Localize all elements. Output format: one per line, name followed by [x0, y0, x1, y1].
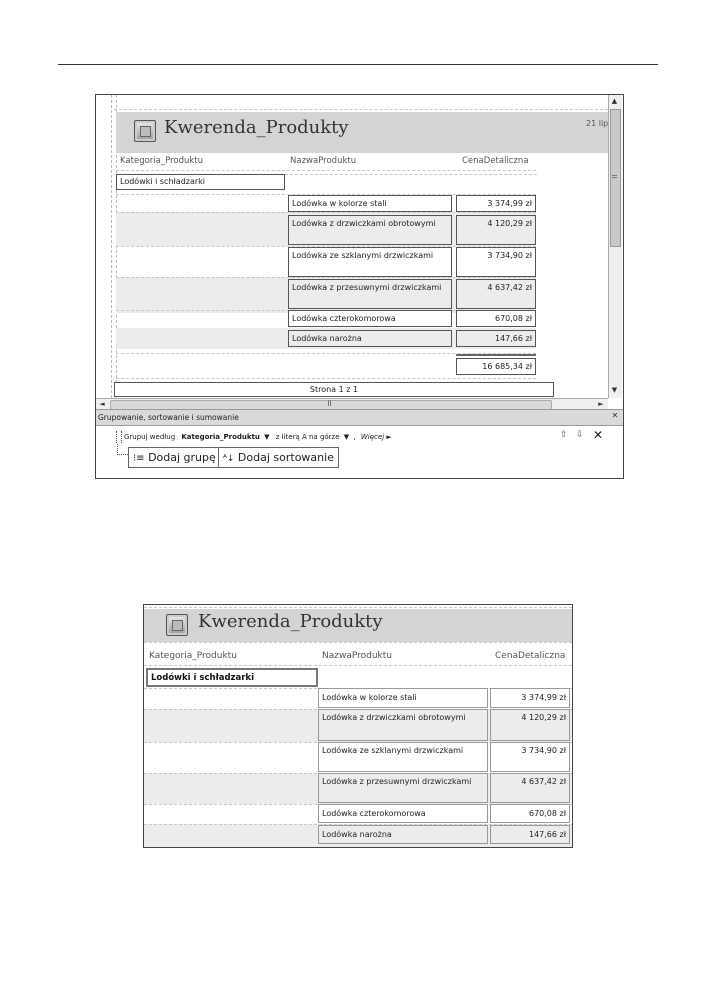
- group-header-kategoria[interactable]: Lodówki i schładzarki: [116, 174, 285, 190]
- tree-connector: [117, 444, 128, 455]
- row-name[interactable]: Lodówka ze szklanymi drzwiczkami: [288, 247, 452, 277]
- row-price[interactable]: 3 734,90 zł: [456, 247, 536, 277]
- row-name: Lodówka w kolorze stali: [318, 688, 488, 708]
- guide-line: [285, 174, 537, 175]
- add-group-label: Dodaj grupę: [148, 451, 216, 464]
- column-header-nazwa[interactable]: NazwaProduktu: [290, 156, 357, 166]
- column-header-cena[interactable]: CenaDetaliczna: [462, 156, 529, 166]
- row-name[interactable]: Lodówka narożna: [288, 330, 452, 347]
- report-title: Kwerenda_Produkty: [198, 611, 383, 632]
- group-field-dropdown[interactable]: Kategoria_Produktu: [181, 433, 260, 441]
- pane-title-text: Grupowanie, sortowanie i sumowanie: [98, 413, 239, 422]
- row-price: 3 374,99 zł: [490, 688, 570, 708]
- chevron-down-icon[interactable]: ▼: [264, 433, 270, 441]
- guide-line: [144, 607, 572, 608]
- column-header-nazwa: NazwaProduktu: [322, 651, 392, 661]
- report-view-window: [143, 604, 573, 848]
- add-group-icon: ⁝≡: [133, 453, 145, 464]
- row-name: Lodówka z drzwiczkami obrotowymi: [318, 709, 488, 741]
- row-price: 3 734,90 zł: [490, 742, 570, 772]
- row-name[interactable]: Lodówka z drzwiczkami obrotowymi: [288, 215, 452, 245]
- add-sort-button[interactable]: [218, 447, 339, 468]
- chevron-down-icon[interactable]: ▼: [343, 433, 350, 441]
- group-level-row[interactable]: Grupuj według Kategoria_Produktu ▼ z literą A na górze ▼ , Więcej ►: [124, 433, 392, 441]
- delete-icon[interactable]: ✕: [593, 428, 604, 442]
- row-name: Lodówka narożna: [318, 825, 488, 844]
- row-price[interactable]: 670,08 zł: [456, 310, 536, 327]
- row-name: Lodówka czterokomorowa: [318, 804, 488, 823]
- total-price[interactable]: 16 685,34 zł: [456, 358, 536, 375]
- guide-line: [116, 170, 536, 171]
- group-header-kategoria: Lodówki i schładzarki: [146, 668, 318, 687]
- grip-icon: [612, 175, 617, 176]
- column-header-kategoria: Kategoria_Produktu: [149, 651, 237, 661]
- layout-view-window: [95, 94, 624, 479]
- close-icon[interactable]: ✕: [611, 411, 619, 420]
- scroll-up-arrow-icon[interactable]: ▲: [611, 97, 618, 105]
- guide-line: [144, 665, 572, 666]
- guide-line: [144, 642, 572, 643]
- sort-order-dropdown[interactable]: z literą A na górze: [275, 433, 340, 441]
- move-down-icon[interactable]: ⇩: [576, 430, 584, 440]
- guide-line: [111, 95, 112, 398]
- row-price[interactable]: 4 637,42 zł: [456, 279, 536, 309]
- row-name: Lodówka ze szklanymi drzwiczkami: [318, 742, 488, 772]
- scroll-right-arrow-icon[interactable]: ►: [598, 400, 604, 408]
- more-options-link[interactable]: Więcej ►: [360, 433, 392, 441]
- drag-handle-icon[interactable]: [116, 431, 122, 443]
- scroll-down-arrow-icon[interactable]: ▼: [611, 386, 618, 394]
- row-name[interactable]: Lodówka czterokomorowa: [288, 310, 452, 327]
- report-title[interactable]: Kwerenda_Produkty: [164, 117, 349, 138]
- row-price[interactable]: 4 120,29 zł: [456, 215, 536, 245]
- column-header-cena: CenaDetaliczna: [495, 651, 566, 661]
- row-price: 4 637,42 zł: [490, 773, 570, 803]
- total-rule: [456, 354, 536, 356]
- group-prefix: Grupuj według: [124, 433, 176, 441]
- row-name: Lodówka z przesuwnymi drzwiczkami: [318, 773, 488, 803]
- row-price: 670,08 zł: [490, 804, 570, 823]
- grip-icon: [328, 400, 329, 406]
- row-price[interactable]: 3 374,99 zł: [456, 195, 536, 212]
- guide-line: [116, 212, 536, 213]
- page-number-footer[interactable]: Strona 1 z 1: [114, 382, 554, 397]
- row-price: 147,66 zł: [490, 825, 570, 844]
- page-top-rule: [58, 64, 658, 65]
- move-up-icon[interactable]: ⇧: [560, 430, 568, 440]
- row-price[interactable]: 147,66 zł: [456, 330, 536, 347]
- report-icon: [134, 120, 156, 142]
- guide-line: [116, 378, 536, 379]
- row-price: 4 120,29 zł: [490, 709, 570, 741]
- report-date[interactable]: 21 lip: [586, 119, 608, 128]
- add-sort-label: Dodaj sortowanie: [237, 451, 334, 464]
- group-sort-pane-title: [96, 409, 623, 426]
- report-icon: [166, 614, 188, 636]
- sort-az-icon: ᴬ↓: [223, 454, 235, 464]
- report-layout-canvas: [96, 95, 608, 398]
- row-name[interactable]: Lodówka w kolorze stali: [288, 195, 452, 212]
- scroll-left-arrow-icon[interactable]: ◄: [99, 400, 105, 408]
- add-group-button[interactable]: [128, 447, 221, 468]
- column-header-kategoria[interactable]: Kategoria_Produktu: [120, 156, 204, 166]
- row-name[interactable]: Lodówka z przesuwnymi drzwiczkami: [288, 279, 452, 309]
- guide-line: [114, 109, 608, 110]
- guide-line: [116, 277, 536, 278]
- vertical-scroll-thumb[interactable]: [610, 109, 621, 247]
